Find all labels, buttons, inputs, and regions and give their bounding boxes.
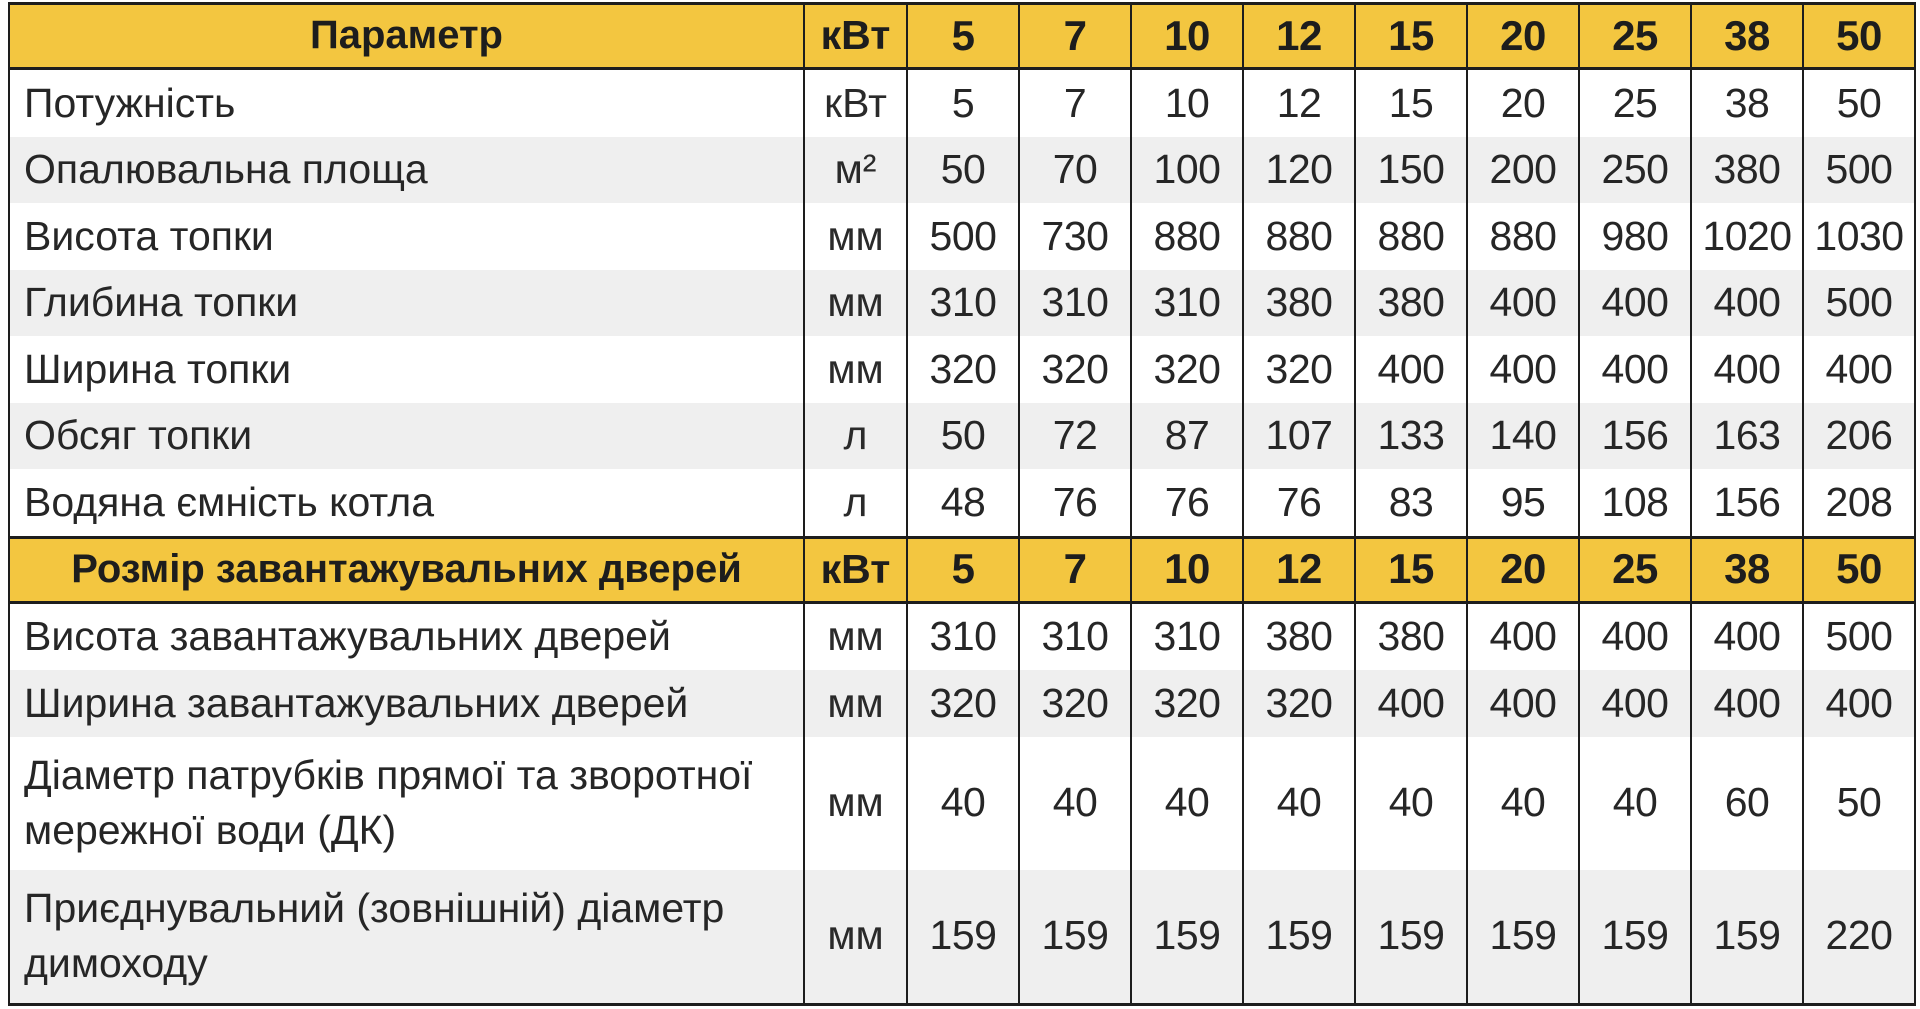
table-cell: 320	[907, 336, 1019, 403]
row-unit: мм	[804, 203, 907, 270]
table-row-pipe-diameter	[9, 737, 1915, 870]
table-cell: 320	[1243, 336, 1355, 403]
table-cell: 400	[1803, 670, 1915, 737]
table-cell: 380	[1691, 137, 1803, 204]
table-cell: 150	[1355, 137, 1467, 204]
row-label: Обсяг топки	[9, 403, 804, 470]
header-model-cell: 15	[1355, 4, 1467, 69]
table-cell: 87	[1131, 403, 1243, 470]
header-model-cell: 7	[1019, 4, 1131, 69]
table-cell: 40	[907, 737, 1019, 870]
row-unit: мм	[804, 737, 907, 870]
table-cell: 83	[1355, 469, 1467, 537]
table-row-firebox-volume	[9, 403, 1915, 470]
header-unit-cell: кВт	[804, 4, 907, 69]
table-cell: 500	[1803, 602, 1915, 670]
header-model-cell: 5	[907, 4, 1019, 69]
table-cell: 400	[1579, 602, 1691, 670]
header-model-cell: 25	[1579, 537, 1691, 602]
row-label: Висота завантажувальних дверей	[9, 602, 804, 670]
table-row-firebox-height	[9, 203, 1915, 270]
table-cell: 60	[1691, 737, 1803, 870]
table-cell: 400	[1691, 270, 1803, 337]
table-cell: 25	[1579, 69, 1691, 137]
table-cell: 206	[1803, 403, 1915, 470]
table-cell: 310	[907, 270, 1019, 337]
table-cell: 500	[1803, 137, 1915, 204]
header-model-cell: 15	[1355, 537, 1467, 602]
table-cell: 380	[1243, 602, 1355, 670]
table-cell: 76	[1243, 469, 1355, 537]
table-cell: 100	[1131, 137, 1243, 204]
table-row-heating-area	[9, 137, 1915, 204]
table-cell: 500	[1803, 270, 1915, 337]
table-cell: 500	[907, 203, 1019, 270]
row-unit: л	[804, 403, 907, 470]
table-cell: 38	[1691, 69, 1803, 137]
table-cell: 730	[1019, 203, 1131, 270]
table-cell: 107	[1243, 403, 1355, 470]
table-cell: 880	[1355, 203, 1467, 270]
table-row-door-height	[9, 602, 1915, 670]
header-model-cell: 38	[1691, 537, 1803, 602]
table-cell: 7	[1019, 69, 1131, 137]
table-cell: 159	[1355, 870, 1467, 1005]
row-label: Приєднувальний (зовнішній) діаметр димоходу	[9, 870, 804, 1005]
table-cell: 250	[1579, 137, 1691, 204]
row-label: Висота топки	[9, 203, 804, 270]
table-cell: 320	[1019, 670, 1131, 737]
table-cell: 400	[1691, 336, 1803, 403]
row-label: Водяна ємність котла	[9, 469, 804, 537]
table-row-power	[9, 69, 1915, 137]
table-cell: 310	[1019, 270, 1131, 337]
table-cell: 40	[1355, 737, 1467, 870]
header-unit-cell: кВт	[804, 537, 907, 602]
header-model-cell: 12	[1243, 4, 1355, 69]
table-cell: 156	[1691, 469, 1803, 537]
table-cell: 159	[1131, 870, 1243, 1005]
table-cell: 310	[1019, 602, 1131, 670]
header-model-cell: 10	[1131, 4, 1243, 69]
table-cell: 400	[1467, 670, 1579, 737]
section-header-label: Розмір завантажувальних дверей	[9, 537, 804, 602]
table-cell: 108	[1579, 469, 1691, 537]
table-cell: 40	[1131, 737, 1243, 870]
table-cell: 400	[1355, 670, 1467, 737]
table-cell: 380	[1355, 270, 1467, 337]
table-cell: 159	[1019, 870, 1131, 1005]
table-cell: 156	[1579, 403, 1691, 470]
table-cell: 95	[1467, 469, 1579, 537]
table-row-chimney-diameter	[9, 870, 1915, 1005]
table-cell: 120	[1243, 137, 1355, 204]
header-model-cell: 50	[1803, 4, 1915, 69]
table-cell: 208	[1803, 469, 1915, 537]
table-cell: 880	[1467, 203, 1579, 270]
table-cell: 400	[1803, 336, 1915, 403]
row-label: Ширина топки	[9, 336, 804, 403]
row-unit: м²	[804, 137, 907, 204]
table-cell: 400	[1355, 336, 1467, 403]
table-cell: 20	[1467, 69, 1579, 137]
header-model-cell: 20	[1467, 4, 1579, 69]
row-unit: мм	[804, 270, 907, 337]
table-cell: 380	[1355, 602, 1467, 670]
table-row-door-width	[9, 670, 1915, 737]
header-model-cell: 12	[1243, 537, 1355, 602]
table-cell: 310	[907, 602, 1019, 670]
table-cell: 12	[1243, 69, 1355, 137]
header-model-cell: 25	[1579, 4, 1691, 69]
table-cell: 400	[1579, 270, 1691, 337]
table-cell: 50	[1803, 69, 1915, 137]
table-cell: 133	[1355, 403, 1467, 470]
table-cell: 76	[1019, 469, 1131, 537]
table-cell: 72	[1019, 403, 1131, 470]
table-cell: 320	[907, 670, 1019, 737]
table-cell: 15	[1355, 69, 1467, 137]
table-cell: 400	[1467, 270, 1579, 337]
row-unit: л	[804, 469, 907, 537]
table-cell: 310	[1131, 602, 1243, 670]
table-cell: 880	[1243, 203, 1355, 270]
row-label: Ширина завантажувальних дверей	[9, 670, 804, 737]
table-cell: 880	[1131, 203, 1243, 270]
header-model-cell: 10	[1131, 537, 1243, 602]
table-row-firebox-depth	[9, 270, 1915, 337]
table-cell: 70	[1019, 137, 1131, 204]
table-cell: 159	[907, 870, 1019, 1005]
table-cell: 310	[1131, 270, 1243, 337]
row-unit: мм	[804, 870, 907, 1005]
table-cell: 400	[1691, 670, 1803, 737]
table-cell: 1020	[1691, 203, 1803, 270]
header-model-cell: 50	[1803, 537, 1915, 602]
row-label: Діаметр патрубків прямої та зворотної мережної води (ДК)	[9, 737, 804, 870]
table-cell: 320	[1019, 336, 1131, 403]
table-cell: 1030	[1803, 203, 1915, 270]
table-cell: 40	[1467, 737, 1579, 870]
table-cell: 40	[1019, 737, 1131, 870]
row-unit: кВт	[804, 69, 907, 137]
table-cell: 320	[1131, 336, 1243, 403]
row-unit: мм	[804, 336, 907, 403]
table-cell: 76	[1131, 469, 1243, 537]
table-cell: 400	[1467, 602, 1579, 670]
table-row-water-capacity	[9, 469, 1915, 537]
header-model-cell: 5	[907, 537, 1019, 602]
table-cell: 140	[1467, 403, 1579, 470]
row-label: Опалювальна площа	[9, 137, 804, 204]
table-cell: 320	[1131, 670, 1243, 737]
header-model-cell: 7	[1019, 537, 1131, 602]
table-cell: 159	[1467, 870, 1579, 1005]
table-cell: 10	[1131, 69, 1243, 137]
row-label: Потужність	[9, 69, 804, 137]
table-cell: 200	[1467, 137, 1579, 204]
table-cell: 159	[1691, 870, 1803, 1005]
table-cell: 400	[1691, 602, 1803, 670]
table-cell: 50	[907, 403, 1019, 470]
boiler-spec-table	[8, 2, 1916, 1006]
row-label: Глибина топки	[9, 270, 804, 337]
row-unit: мм	[804, 602, 907, 670]
table-cell: 980	[1579, 203, 1691, 270]
table-cell: 400	[1579, 670, 1691, 737]
table-header-row	[9, 4, 1915, 69]
table-cell: 40	[1243, 737, 1355, 870]
table-cell: 159	[1579, 870, 1691, 1005]
table-cell: 320	[1243, 670, 1355, 737]
table-cell: 400	[1467, 336, 1579, 403]
table-cell: 380	[1243, 270, 1355, 337]
table-cell: 50	[1803, 737, 1915, 870]
table-cell: 400	[1579, 336, 1691, 403]
header-parameter-cell: Параметр	[9, 4, 804, 69]
table-cell: 48	[907, 469, 1019, 537]
row-unit: мм	[804, 670, 907, 737]
table-cell: 5	[907, 69, 1019, 137]
table-cell: 220	[1803, 870, 1915, 1005]
header-model-cell: 20	[1467, 537, 1579, 602]
section-header-row	[9, 537, 1915, 602]
table-cell: 40	[1579, 737, 1691, 870]
table-cell: 159	[1243, 870, 1355, 1005]
table-row-firebox-width	[9, 336, 1915, 403]
table-cell: 50	[907, 137, 1019, 204]
table-cell: 163	[1691, 403, 1803, 470]
header-model-cell: 38	[1691, 4, 1803, 69]
